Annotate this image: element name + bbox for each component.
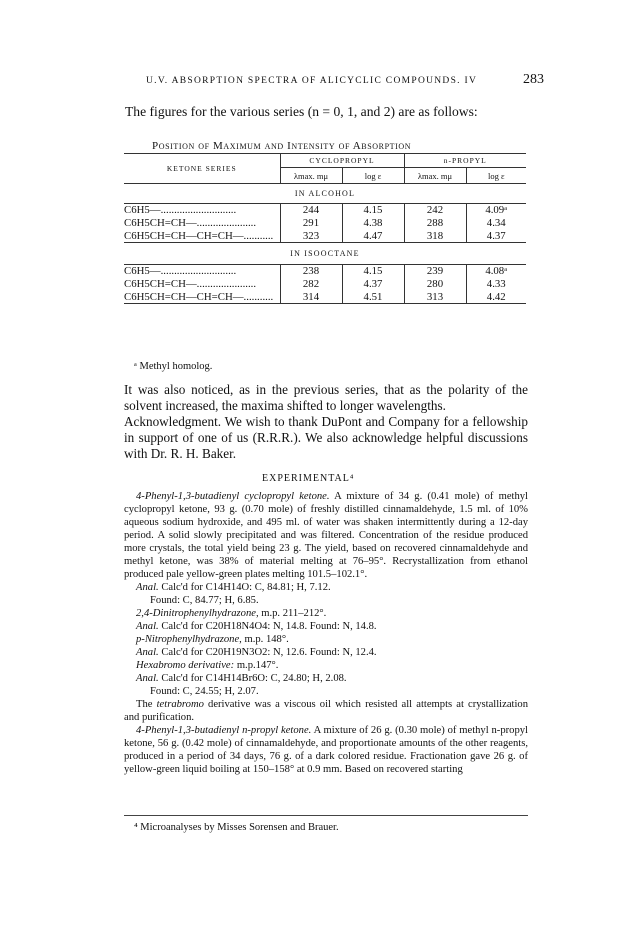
cp-loge: 4.15 bbox=[342, 204, 404, 217]
section-label: IN ALCOHOL bbox=[124, 184, 526, 204]
section-title-experimental: EXPERIMENTAL⁴ bbox=[262, 473, 355, 484]
paragraph-polarity: It was also noticed, as in the previous series, that as the polarity of the solvent increased, the maxima shifted to longer wavelengths. bbox=[124, 382, 528, 413]
np-lambda: 318 bbox=[404, 230, 466, 243]
footnote-microanalyses: ⁴ Microanalyses by Misses Sorensen and Brauer. bbox=[134, 822, 339, 833]
row-series: C6H5—............................ bbox=[124, 204, 280, 217]
subheader-lambda-np: λmax. mμ bbox=[404, 168, 466, 184]
cp-loge: 4.51 bbox=[342, 291, 404, 304]
np-lambda: 239 bbox=[404, 265, 466, 278]
cp-lambda: 291 bbox=[280, 217, 342, 230]
compound-title: 4-Phenyl-1,3-butadienyl n-propyl ketone. bbox=[136, 725, 312, 736]
cp-lambda: 244 bbox=[280, 204, 342, 217]
found-line: Found: C, 84.77; H, 6.85. bbox=[150, 595, 259, 606]
experimental-paragraph-2 bbox=[124, 724, 528, 776]
running-head: U.V. ABSORPTION SPECTRA OF ALICYCLIC COMPOUNDS. IV bbox=[146, 76, 478, 86]
np-loge: 4.33 bbox=[466, 278, 526, 291]
analysis-line: Anal. Calc'd for C14H14O: C, 84.81; H, 7.12. bbox=[136, 582, 331, 593]
row-series: C6H5CH=CH—...................... bbox=[124, 217, 257, 229]
col-header-cyclopropyl: CYCLOPROPYL bbox=[280, 154, 404, 168]
table-row bbox=[124, 230, 526, 243]
cp-lambda: 314 bbox=[280, 291, 342, 304]
derivative-line: Hexabromo derivative: m.p.147°. bbox=[136, 660, 279, 671]
paragraph-acknowledgment: Acknowledgment. We wish to thank DuPont and Company for a fellowship in support of one of us (R.R.R.). We also acknowledge helpful discussions with Dr. R. H. Baker. bbox=[124, 414, 528, 461]
np-lambda: 313 bbox=[404, 291, 466, 304]
cp-lambda: 238 bbox=[280, 265, 342, 278]
np-loge: 4.42 bbox=[466, 291, 526, 304]
np-loge: 4.34 bbox=[466, 217, 526, 230]
table-caption-text: Position of Maximum and Intensity of Absorption bbox=[152, 140, 412, 152]
row-series: C6H5CH=CH—...................... bbox=[124, 278, 257, 290]
np-lambda: 288 bbox=[404, 217, 466, 230]
np-lambda: 242 bbox=[404, 204, 466, 217]
section-label: IN ISOOCTANE bbox=[124, 243, 526, 265]
row-series: C6H5—............................ bbox=[124, 265, 280, 278]
page-number: 283 bbox=[523, 72, 544, 87]
tetrabromo-paragraph: The tetrabromo derivative was a viscous oil which resisted all attempts at crystallization and purification. bbox=[124, 699, 529, 723]
analysis-line: Anal. Calc'd for C14H14Br6O: C, 24.80; H, 2.08. bbox=[136, 673, 347, 684]
col-header-series: KETONE SERIES bbox=[124, 154, 280, 184]
experimental-body bbox=[124, 490, 528, 776]
np-loge: 4.37 bbox=[466, 230, 526, 243]
subheader-lambda-cp: λmax. mμ bbox=[280, 168, 342, 184]
table-row bbox=[124, 265, 526, 278]
subheader-loge-np: log ε bbox=[466, 168, 526, 184]
derivative-line: 2,4-Dinitrophenylhydrazone, m.p. 211–212°. bbox=[136, 608, 327, 619]
np-loge: 4.08ᵃ bbox=[466, 265, 526, 278]
absorption-table bbox=[124, 153, 526, 304]
compound-title: 4-Phenyl-1,3-butadienyl cyclopropyl ketone. bbox=[136, 491, 330, 502]
row-series: C6H5CH=CH—CH=CH—........... bbox=[124, 291, 280, 304]
cp-lambda: 282 bbox=[280, 278, 342, 291]
intro-sentence: The figures for the various series (n = 0, 1, and 2) are as follows: bbox=[125, 104, 478, 119]
cp-loge: 4.47 bbox=[342, 230, 404, 243]
table-row bbox=[124, 204, 526, 217]
subheader-loge-cp: log ε bbox=[342, 168, 404, 184]
footnote-divider bbox=[124, 815, 528, 816]
cp-loge: 4.37 bbox=[342, 278, 404, 291]
procedure-text: A mixture of 26 g. (0.30 mole) of methyl n-propyl ketone, 56 g. (0.42 mole) of cinnamaldehyde, and proportionate amounts of the other reagents, produced in a period of 34 days, 76 g. of a dark colored residue. Fractionation gave 26 g. of yellow-green liquid boiling at 150–158° at 0.9 mm. Based on recovered starting bbox=[124, 725, 528, 775]
table-row bbox=[124, 278, 526, 291]
analysis-line: Anal. Calc'd for C20H18N4O4: N, 14.8. Found: N, 14.8. bbox=[136, 621, 377, 632]
analysis-line: Anal. Calc'd for C20H19N3O2: N, 12.6. Found: N, 12.4. bbox=[136, 647, 377, 658]
procedure-text: A mixture of 34 g. (0.41 mole) of methyl cyclopropyl ketone, 93 g. (0.70 mole) of freshly distilled cinnamaldehyde, 1.5 ml. of 10% aqueous sodium hydroxide, and 495 ml. of water was shaken intermittently during a 12-day period. A solid slowly precipitated and was filtered. Concentration of the residue produced more crystals, the total yield being 23 g. The yield, based on recovered cinnamaldehyde and methyl ketone, was 38% of material melting at 76–95°. Recrystallization from ethanol produced pale yellow-green plates melting 101.5–102.1°. bbox=[124, 491, 529, 580]
table-row bbox=[124, 217, 526, 230]
table-footnote: ᵃ Methyl homolog. bbox=[134, 361, 213, 372]
np-loge: 4.09ᵃ bbox=[466, 204, 526, 217]
cp-loge: 4.15 bbox=[342, 265, 404, 278]
derivative-line: p-Nitrophenylhydrazone, m.p. 148°. bbox=[136, 634, 289, 645]
experimental-paragraph-1 bbox=[124, 490, 528, 581]
table-caption bbox=[152, 140, 472, 152]
col-header-npropyl: n-PROPYL bbox=[404, 154, 526, 168]
cp-lambda: 323 bbox=[280, 230, 342, 243]
cp-loge: 4.38 bbox=[342, 217, 404, 230]
row-series: C6H5CH=CH—CH=CH—........... bbox=[124, 229, 274, 242]
table-row bbox=[124, 291, 526, 304]
found-line: Found: C, 24.55; H, 2.07. bbox=[150, 686, 259, 697]
np-lambda: 280 bbox=[404, 278, 466, 291]
